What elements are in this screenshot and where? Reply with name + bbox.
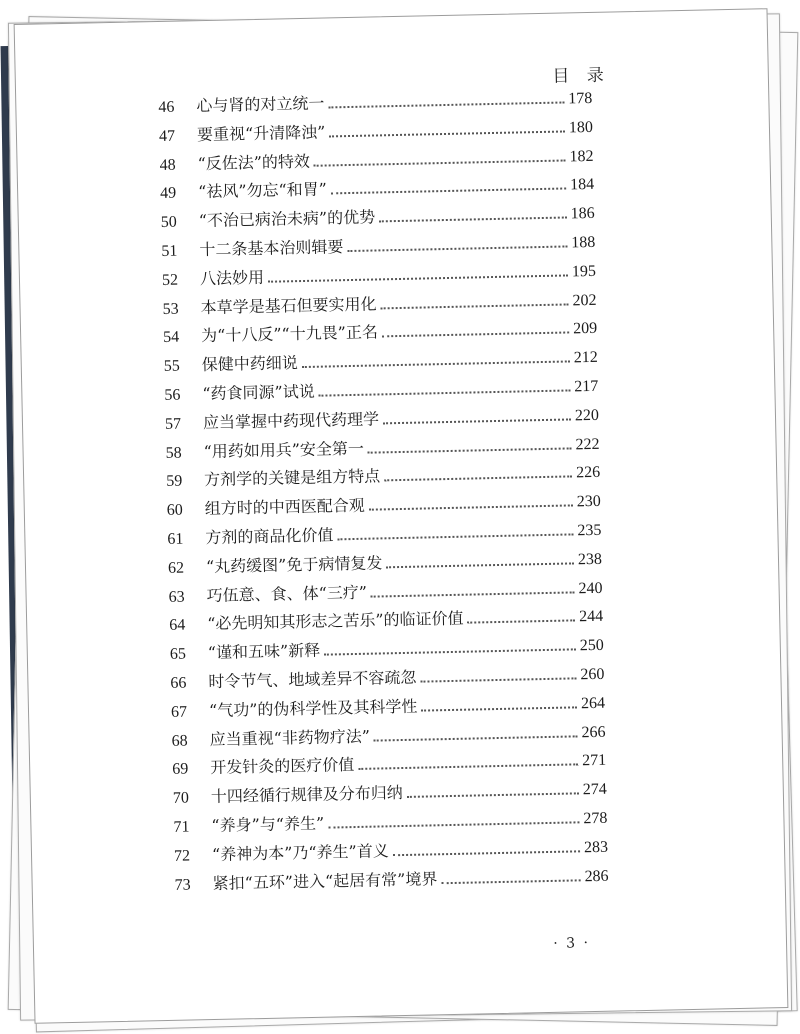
toc-entry-page: 222 [575,435,600,453]
toc-entry-page: 178 [568,89,593,108]
dot-leader [329,130,565,137]
toc-entry-number: 55 [163,357,180,376]
dot-leader [421,706,577,711]
toc-entry-title: 十四经循行规律及分布归纳 [210,783,404,807]
toc-entry-number: 69 [172,760,189,779]
toc-entry-number: 56 [164,386,181,404]
toc-entry-page: 266 [581,723,606,741]
toc-entry-title: 时令节气、地域差异不容疏忽 [208,667,417,692]
toc-page [14,8,789,1024]
toc-entry-number: 68 [171,732,188,750]
toc-entry-page: 180 [568,118,594,137]
page-number: · 3 · [553,935,591,952]
toc-entry-page: 209 [572,320,598,338]
section-header: 目 录 [552,65,611,87]
toc-entry-title: 应当重视“非药物疗法” [209,726,371,749]
toc-entry-page: 264 [580,694,606,713]
toc-entry-page: 230 [576,492,601,511]
toc-entry-number: 58 [165,444,182,462]
toc-entry-page: 188 [571,233,596,252]
dot-leader [314,159,566,166]
toc-entry-title: 十二条基本治则辑要 [199,237,344,260]
toc-entry-title: “养神为本”乃“养生”首义 [211,841,389,864]
toc-entry-number: 51 [161,242,178,260]
dot-leader [468,620,576,624]
toc-entry-title: “药食同源”试说 [202,381,315,404]
toc-entry-title: 巧伍意、食、体“三疗” [206,582,368,605]
dot-leader [379,217,567,223]
toc-entry-title: 方剂学的关键是组方特点 [204,466,381,490]
toc-entry-title: “养身”与“养生” [211,813,325,835]
dot-leader [331,188,566,195]
dot-leader [407,792,579,798]
toc-entry-page: 184 [569,176,595,194]
toc-entry-title: “不治已病治未病”的优势 [198,207,376,231]
toc-entry-title: “丸药缓图”免于病情复发 [205,553,383,576]
toc-entry-number: 47 [158,127,176,145]
toc-entry-title: “必先明知其形志之苦乐”的临证价值 [207,609,464,634]
dot-leader [324,649,576,656]
dot-leader [358,764,578,771]
dot-leader [328,821,579,828]
toc-entry-title: 保健中药细说 [201,353,298,375]
toc-entry-number: 59 [166,472,183,491]
toc-entry-number: 57 [164,415,182,433]
toc-entry-title: 开发针灸的医疗价值 [210,755,355,778]
dot-leader [368,447,572,453]
toc-entry-page: 244 [578,608,604,626]
dot-leader [319,389,571,396]
toc-entry-number: 70 [172,789,190,807]
toc-entry-title: 八法妙用 [199,267,265,288]
dot-leader [393,850,580,856]
toc-entry-number: 52 [161,271,179,289]
toc-entry-page: 220 [574,406,600,425]
toc-entry-page: 274 [582,780,607,799]
dot-leader [374,735,578,741]
toc-entry-title: 组方时的中西医配合观 [204,495,365,519]
toc-entry-title: 本草学是基石但要实用化 [200,294,377,317]
toc-entry-page: 212 [573,349,598,367]
toc-entry-page: 202 [572,291,597,309]
dot-leader [384,476,572,482]
toc-entry-page: 260 [580,665,605,684]
toc-entry-number: 67 [170,703,188,721]
toc-entry-page: 278 [583,809,608,828]
toc-entry-title: “气功”的伪科学性及其科学性 [208,696,418,720]
toc-entry-page: 250 [579,636,604,655]
toc-entry-number: 48 [159,156,176,174]
toc-entry-title: 应当掌握中药现代药理学 [202,409,380,432]
dot-leader [381,303,569,309]
dot-leader [347,245,567,252]
toc-entry-title: 要重视“升清降浊” [196,122,326,144]
toc-entry-number: 64 [169,616,186,635]
dot-leader [369,505,573,511]
toc-entry-number: 62 [167,559,185,577]
toc-entry-number: 61 [167,530,184,548]
toc-entry-number: 50 [160,213,177,232]
toc-entry-title: “反佐法”的特效 [197,151,311,173]
toc-entry-title: 紧扣“五环”进入“起居有常”境界 [212,868,438,893]
toc-entry-title: “用药如用兵”安全第一 [203,438,365,461]
toc-entry-number: 73 [174,876,191,894]
dot-leader [383,418,571,424]
toc-entry-number: 54 [163,328,180,347]
toc-entry-title: “谨和五味”新释 [207,640,321,663]
toc-entry-number: 71 [173,818,190,836]
toc-entry-number: 66 [170,674,187,692]
dot-leader [371,591,575,597]
toc-entry-title: 心与肾的对立统一 [196,93,325,116]
toc-list [158,85,609,900]
toc-entry-number: 65 [169,645,187,664]
toc-entry-title: “祛风”勿忘“和胃” [197,179,328,202]
toc-entry-number: 72 [173,847,191,865]
toc-entry-page: 186 [570,205,595,223]
toc-entry-page: 271 [581,752,607,770]
toc-entry-number: 49 [160,185,177,203]
toc-entry-page: 286 [584,867,609,885]
toc-entry-page: 226 [575,464,601,482]
dot-leader [420,677,576,682]
toc-entry-title: 为“十八反”“十九畏”正名 [200,322,379,346]
toc-entry-title: 方剂的商品化价值 [205,525,334,548]
toc-entry-page: 217 [574,377,599,396]
toc-entry-number: 46 [158,98,175,116]
toc-entry-page: 195 [571,262,597,281]
dot-leader [268,274,568,282]
dot-leader [302,361,570,369]
toc-entry-page: 182 [569,147,594,165]
toc-entry-page: 283 [583,838,609,856]
dot-leader [386,562,574,568]
toc-entry-number: 53 [162,300,179,318]
toc-entry-number: 60 [166,501,184,520]
dot-leader [441,879,580,884]
dot-leader [337,533,573,540]
toc-entry-page: 240 [578,579,603,597]
toc-entry-page: 235 [577,521,602,540]
dot-leader [382,332,569,338]
dot-leader [328,101,564,108]
toc-entry-page: 238 [577,550,603,569]
toc-entry-number: 63 [168,588,185,606]
